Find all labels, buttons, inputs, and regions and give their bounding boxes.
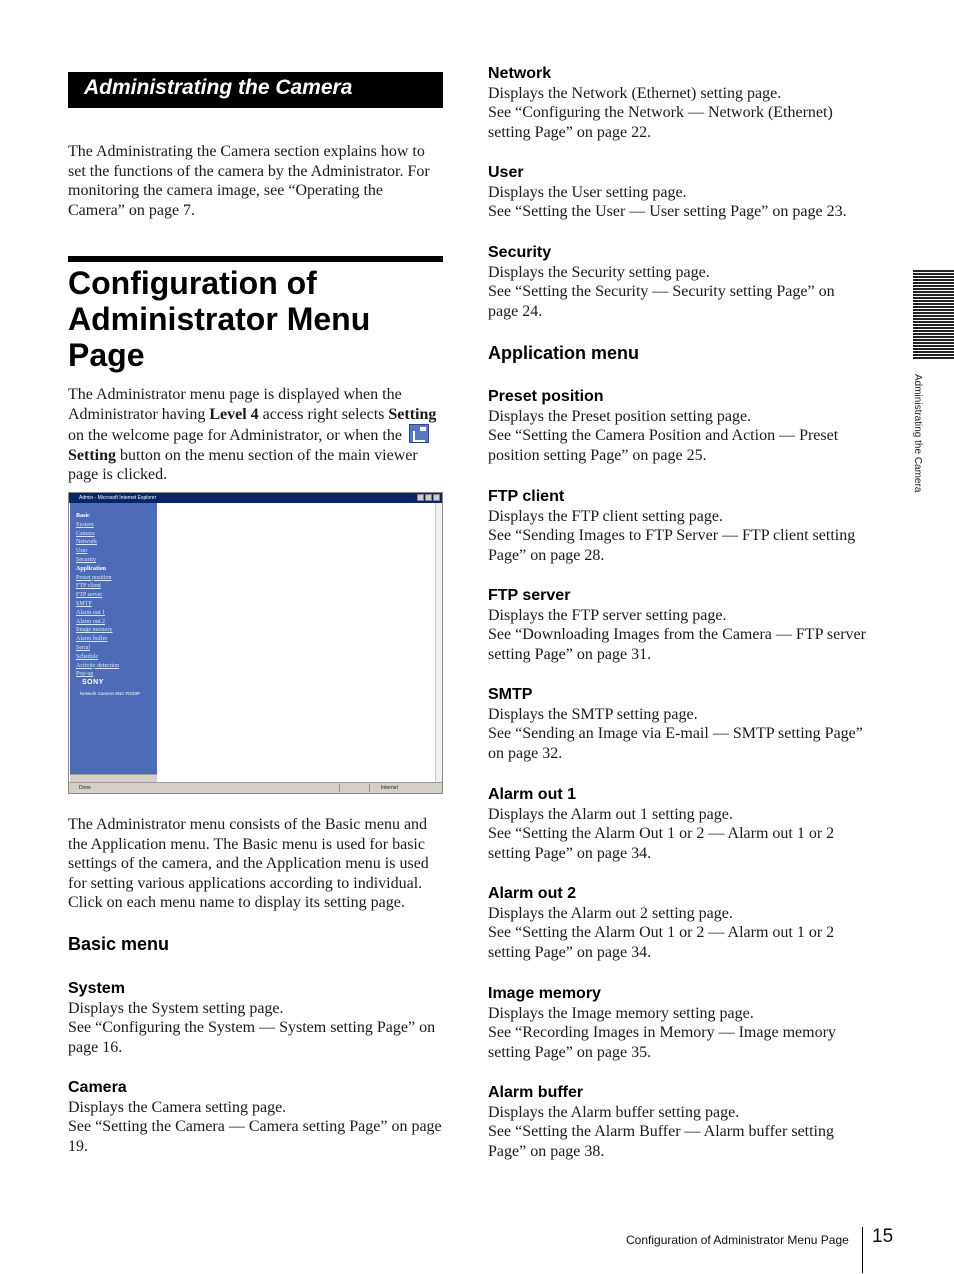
screenshot-menu-item[interactable]: Schedule — [76, 653, 98, 660]
side-tab-bar — [913, 339, 954, 341]
side-tab-bar — [913, 291, 954, 293]
screenshot-menu-item[interactable]: Alarm buffer — [76, 636, 108, 643]
entry-title: User — [488, 164, 524, 181]
side-tab-bar — [913, 336, 954, 338]
status-separator — [369, 784, 370, 792]
entry-title: Camera — [68, 1079, 127, 1096]
admin-menu-screenshot — [68, 492, 443, 794]
side-tab-bar — [913, 309, 954, 311]
desc-level: Level 4 — [209, 405, 259, 423]
basic-menu-heading: Basic menu — [68, 934, 170, 954]
desc-part2: access right selects — [258, 405, 389, 423]
intro-paragraph: The Administrating the Camera section explains how to set the functions of the camera by the Administrator. For monitoring the camera image, see “Operating the Camera” on page 7. — [68, 143, 430, 219]
entry-line2: See “Sending an Image via E-mail — SMTP setting Page” on page 32. — [488, 725, 863, 762]
entry-alarm-out-1 — [488, 785, 866, 863]
entry-line2: See “Sending Images to FTP Server — FTP client setting Page” on page 28. — [488, 527, 856, 564]
entry-title: Alarm out 1 — [488, 786, 577, 803]
entry-line2: See “Setting the Alarm Buffer — Alarm buffer setting Page” on page 38. — [488, 1123, 834, 1160]
entry-image-memory — [488, 984, 866, 1062]
entry-line2: See “Setting the User — User setting Page” on page 23. — [488, 203, 847, 220]
entry-camera — [68, 1078, 446, 1156]
screenshot-menu-item[interactable]: System — [76, 521, 94, 528]
side-tab-bar — [913, 318, 954, 320]
side-tab-bar — [913, 312, 954, 314]
entry-line1: Displays the Alarm buffer setting page. — [488, 1103, 740, 1121]
screenshot-menu-item[interactable]: Image memory — [76, 627, 113, 634]
side-tab-bar — [913, 345, 954, 347]
entry-line1: Displays the SMTP setting page. — [488, 705, 698, 723]
screenshot-titlebar — [69, 493, 442, 503]
footer-rule — [862, 1227, 863, 1273]
entry-line1: Displays the Alarm out 2 setting page. — [488, 904, 733, 922]
page-title: Configuration of Administrator Menu Page — [68, 265, 371, 373]
entry-line2: See “Setting the Alarm Out 1 or 2 — Alarm out 1 or 2 setting Page” on page 34. — [488, 825, 835, 862]
screenshot-menu-item[interactable]: Alarm out 2 — [76, 618, 105, 625]
minimize-icon — [417, 494, 424, 501]
entry-line1: Displays the System setting page. — [68, 999, 284, 1017]
side-tab-bar — [913, 351, 954, 353]
desc-part1: The Administrator menu page is displayed when the Administrator having — [68, 386, 402, 423]
entry-line2: See “Recording Images in Memory — Image memory setting Page” on page 35. — [488, 1024, 836, 1061]
side-tab-label: Administrating the Camera — [912, 374, 923, 493]
screenshot-menu-item[interactable]: FTP server — [76, 592, 103, 599]
side-tab-bar — [913, 303, 954, 305]
side-tab-bar — [913, 348, 954, 350]
entry-title: FTP client — [488, 488, 565, 505]
entry-title: Network — [488, 65, 552, 82]
page-number: 15 — [872, 1226, 894, 1247]
side-tab-bar — [913, 333, 954, 335]
side-tab-bar — [913, 327, 954, 329]
entry-preset-position — [488, 387, 866, 465]
entry-line2: See “Downloading Images from the Camera — FTP server setting Page” on page 31. — [488, 626, 866, 663]
side-tab-bar — [913, 315, 954, 317]
desc-setting2: Setting — [68, 446, 116, 464]
status-done: Done — [79, 785, 91, 791]
status-zone: Internet — [381, 785, 398, 791]
entry-line2: See “Configuring the System — System setting Page” on page 16. — [68, 1019, 436, 1056]
close-icon — [433, 494, 440, 501]
side-tab-bar — [913, 306, 954, 308]
side-tab-bar — [913, 285, 954, 287]
entry-line1: Displays the FTP server setting page. — [488, 606, 727, 624]
entry-user — [488, 163, 866, 222]
entry-line1: Displays the Camera setting page. — [68, 1098, 287, 1116]
entry-title: FTP server — [488, 587, 571, 604]
camera-model: Network Camera SNC-RZ30P — [80, 691, 141, 696]
entry-network — [488, 64, 866, 142]
side-tab-bar — [913, 294, 954, 296]
entry-line1: Displays the Preset position setting page. — [488, 407, 752, 425]
desc-part4: button on the menu section of the main viewer page is clicked. — [68, 446, 418, 483]
entry-title: Image memory — [488, 985, 601, 1002]
side-tab-bar — [913, 342, 954, 344]
screenshot-menu-item[interactable]: Network — [76, 539, 97, 546]
entry-line1: Displays the User setting page. — [488, 183, 687, 201]
entry-line1: Displays the FTP client setting page. — [488, 507, 723, 525]
screenshot-menu-item[interactable]: Camera — [76, 530, 95, 537]
entry-line2: See “Configuring the Network — Network (Ethernet) setting Page” on page 22. — [488, 104, 833, 141]
screenshot-menu-item[interactable]: Serial — [76, 644, 90, 651]
entry-line1: Displays the Alarm out 1 setting page. — [488, 805, 733, 823]
entry-title: SMTP — [488, 686, 533, 703]
entry-line1: Displays the Network (Ethernet) setting page. — [488, 84, 782, 102]
section-banner-label: Administrating the Camera — [84, 76, 353, 99]
status-separator — [339, 784, 340, 792]
desc-part3: on the welcome page for Administrator, or when the — [68, 427, 406, 444]
entry-ftp-server — [488, 586, 866, 664]
side-tab-bar — [913, 288, 954, 290]
entry-title: Security — [488, 244, 552, 261]
section-banner — [68, 72, 443, 108]
entry-alarm-buffer — [488, 1083, 866, 1161]
entry-line2: See “Setting the Alarm Out 1 or 2 — Alarm out 1 or 2 setting Page” on page 34. — [488, 924, 835, 961]
side-tab-bar — [913, 282, 954, 284]
screenshot-menu-item[interactable]: Alarm out 1 — [76, 609, 105, 616]
entry-title: Alarm out 2 — [488, 885, 577, 902]
side-tab-bar — [913, 279, 954, 281]
screenshot-menu-item[interactable]: FTP client — [76, 583, 101, 590]
entry-smtp — [488, 685, 866, 763]
side-tab-bar — [913, 354, 954, 356]
side-tab-bar — [913, 321, 954, 323]
screenshot-menu-item: Application — [76, 565, 107, 572]
side-tab-bar — [913, 276, 954, 278]
window-buttons — [417, 494, 440, 501]
screenshot-title: Admin - Microsoft Internet Explorer — [79, 495, 157, 501]
side-tab-bar — [913, 273, 954, 275]
entry-line2: See “Setting the Camera Position and Action — Preset position setting Page” on page 25. — [488, 427, 839, 464]
screenshot-menu-item[interactable]: Security — [76, 556, 96, 563]
screenshot-menu-item[interactable]: SMTP — [76, 600, 92, 607]
entry-line1: Displays the Image memory setting page. — [488, 1004, 754, 1022]
screenshot-menu-item[interactable]: User — [76, 548, 88, 555]
side-tab-bar — [913, 324, 954, 326]
side-tab-bar — [913, 297, 954, 299]
screenshot-menu-item[interactable]: Pop-up — [76, 671, 94, 678]
title-rule — [68, 256, 443, 262]
menu-overview-paragraph: The Administrator menu consists of the Basic menu and the Application menu. The Basic menu is used for basic settings of the camera, and the Application menu is used for setting various applications according to individual. Click on each menu name to display its setting page. — [68, 816, 429, 911]
side-tab-bar — [913, 270, 954, 272]
entry-line2: See “Setting the Security — Security setting Page” on page 24. — [488, 283, 835, 320]
maximize-icon — [425, 494, 432, 501]
entry-line1: Displays the Security setting page. — [488, 263, 710, 281]
description-paragraph — [68, 385, 443, 485]
entry-title: Alarm buffer — [488, 1084, 584, 1101]
entry-title: Preset position — [488, 388, 604, 405]
entry-alarm-out-2 — [488, 884, 866, 962]
screenshot-menu-item[interactable]: Activity detection — [76, 662, 120, 669]
application-menu-heading: Application menu — [488, 343, 640, 363]
entry-line2: See “Setting the Camera — Camera setting Page” on page 19. — [68, 1118, 442, 1155]
entry-security — [488, 243, 866, 321]
entry-title: System — [68, 980, 125, 997]
setting-icon — [409, 424, 429, 443]
side-tab-bar — [913, 300, 954, 302]
footer-title: Configuration of Administrator Menu Page — [626, 1233, 849, 1247]
side-tab-bar — [913, 330, 954, 332]
desc-setting1: Setting — [388, 405, 437, 423]
vertical-scrollbar — [435, 503, 442, 782]
entry-ftp-client — [488, 487, 866, 565]
screenshot-sidebar — [70, 503, 157, 774]
status-bar — [69, 782, 442, 793]
entry-system — [68, 979, 446, 1057]
side-tab-bar — [913, 357, 954, 359]
side-tab-bars — [913, 270, 954, 360]
screenshot-menu-item: Basic — [76, 513, 90, 519]
screenshot-menu — [76, 512, 119, 679]
horizontal-scrollbar — [70, 774, 157, 782]
screenshot-menu-item[interactable]: Preset position — [76, 574, 112, 581]
sony-logo: SONY — [82, 679, 104, 686]
